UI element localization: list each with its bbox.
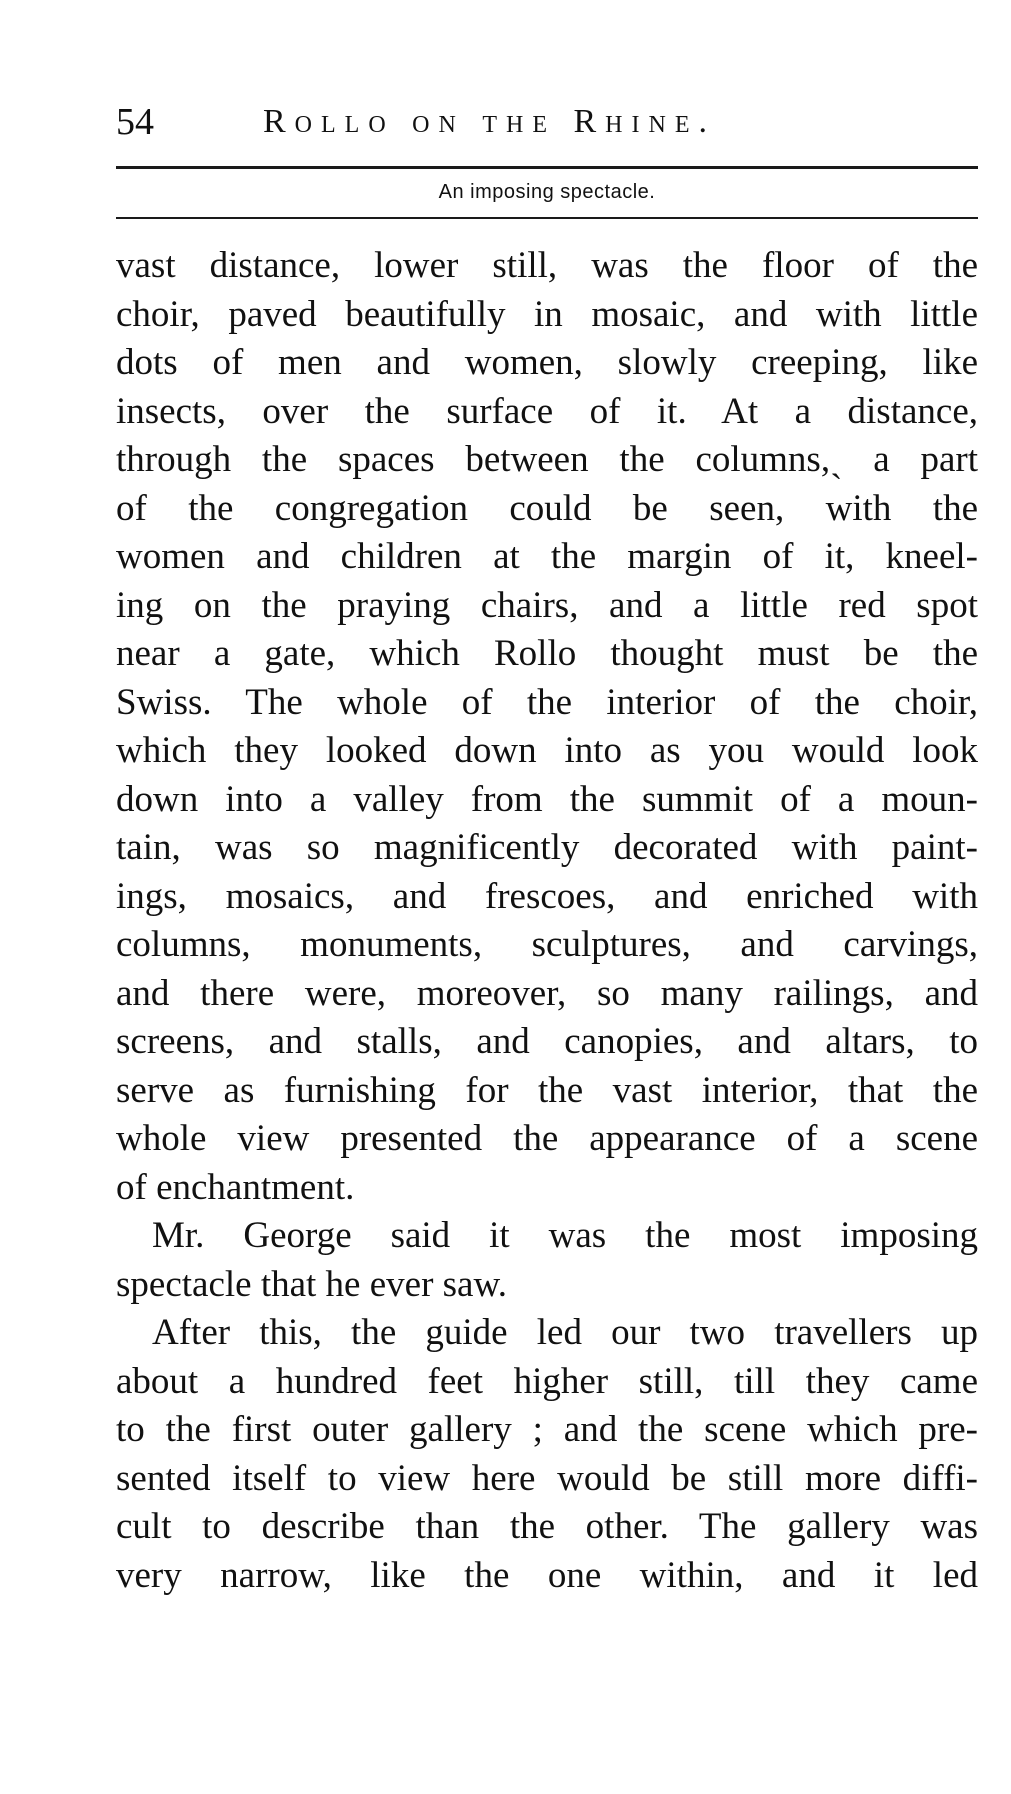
text-line: columns, monuments, sculptures, and carvings, xyxy=(116,924,978,965)
text-line: whole view presented the appearance of a scene xyxy=(116,1118,978,1159)
text-line: After this, the guide led our two travellers up xyxy=(152,1312,978,1353)
paragraph xyxy=(116,1309,978,1600)
page-number: 54 xyxy=(116,101,154,143)
text-line: serve as furnishing for the vast interior, that the xyxy=(116,1069,978,1111)
text-line: tain, was so magnificently decorated with paint- xyxy=(116,827,978,868)
text-line: about a hundred feet higher still, till they came xyxy=(116,1360,978,1402)
text-line: of enchantment. xyxy=(116,1166,355,1208)
text-line: ings, mosaics, and frescoes, and enriched with xyxy=(116,875,978,917)
text-line: women and children at the margin of it, kneel- xyxy=(116,536,978,577)
text-line: choir, paved beautifully in mosaic, and with little xyxy=(116,293,978,335)
text-line: very narrow, like the one within, and it led xyxy=(116,1554,978,1596)
text-line: insects, over the surface of it. At a distance, xyxy=(116,390,978,432)
paragraph xyxy=(116,1212,978,1309)
text-line: spectacle that he ever saw. xyxy=(116,1263,508,1305)
paragraph xyxy=(116,242,978,1212)
text-line: which they looked down into as you would look xyxy=(116,730,978,771)
text-line: cult to describe than the other. The gallery was xyxy=(116,1506,978,1547)
running-head xyxy=(116,96,986,148)
text-line: sented itself to view here would be still more diffi- xyxy=(116,1457,978,1499)
text-line: vast distance, lower still, was the floor of the xyxy=(116,245,978,286)
text-line: through the spaces between the columns,ˎ a part xyxy=(116,439,978,480)
text-line: Swiss. The whole of the interior of the choir, xyxy=(116,681,978,723)
text-line: and there were, moreover, so many railings, and xyxy=(116,972,978,1014)
text-line: to the first outer gallery ; and the scene which pre- xyxy=(116,1409,978,1450)
running-title: Rollo on the Rhine. xyxy=(263,103,716,140)
text-line: ing on the praying chairs, and a little red spot xyxy=(116,584,978,626)
text-line: of the congregation could be seen, with the xyxy=(116,487,978,529)
text-line: screens, and stalls, and canopies, and altars, to xyxy=(116,1021,978,1062)
body-text xyxy=(116,242,978,1600)
section-subheading: An imposing spectacle. xyxy=(438,181,656,203)
text-line: dots of men and women, slowly creeping, like xyxy=(116,342,978,383)
text-line: down into a valley from the summit of a moun- xyxy=(116,778,978,820)
text-line: near a gate, which Rollo thought must be the xyxy=(116,633,978,674)
text-line: Mr. George said it was the most imposing xyxy=(152,1215,978,1256)
header-rule-bottom xyxy=(116,217,978,219)
header-rule-top xyxy=(116,166,978,169)
